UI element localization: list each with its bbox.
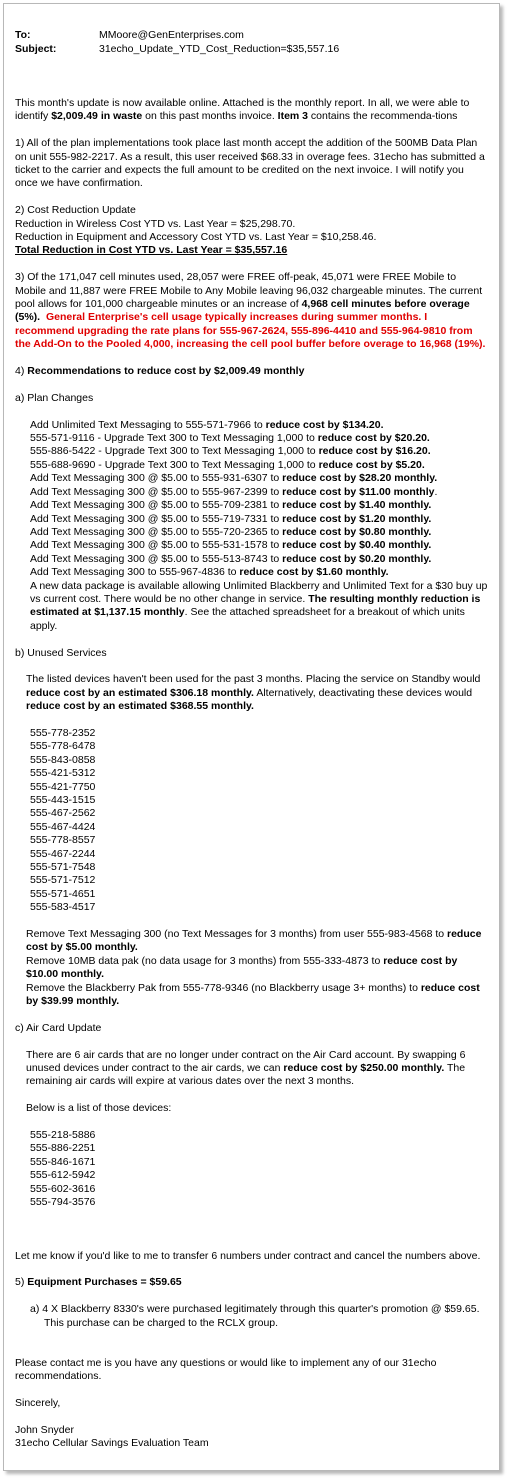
phone-number-item: 555-218-5886 (30, 1129, 96, 1142)
plan-change-item: Add Unlimited Text Messaging to 555-571-7966 to reduce cost by $134.20. (30, 418, 384, 431)
phone-number-item: 555-421-7750 (30, 780, 96, 793)
subject-row (15, 43, 489, 57)
signer-team: 31echo Cellular Savings Evaluation Team (15, 1437, 209, 1450)
air-card-numbers-list (15, 1129, 489, 1209)
intro-paragraph: This month's update is now available online. Attached is the monthly report. In all, we were able to identify $2,009.49 in waste on this past months invoice. Item 3 contains the recommenda-tions (15, 97, 470, 123)
plan-change-item: Add Text Messaging 300 @ $5.00 to 555-709-2381 to reduce cost by $1.40 monthly. (30, 499, 432, 512)
phone-number-item: 555-843-0858 (30, 753, 96, 766)
plan-change-item: Add Text Messaging 300 @ $5.00 to 555-531-1578 to reduce cost by $0.40 monthly. (30, 539, 432, 552)
to-label: To: (15, 29, 31, 41)
plan-change-item: Add Text Messaging 300 to 555-967-4836 to reduce cost by $1.60 monthly. (30, 566, 389, 579)
total-reduction: Total Reduction in Cost YTD vs. Last Year = $35,557.16 (15, 244, 288, 257)
phone-number-item: 555-467-2562 (30, 807, 96, 820)
subject-value: 31echo_Update_YTD_Cost_Reduction=$35,557.16 (99, 43, 340, 55)
phone-number-item: 555-443-1515 (30, 793, 96, 806)
email-body (15, 29, 489, 1451)
subject-label: Subject: (15, 43, 57, 55)
plan-change-item: 555-688-9690 - Upgrade Text 300 to Text Messaging 1,000 to reduce cost by $5.20. (30, 458, 425, 471)
air-card-paragraph: There are 6 air cards that are no longer under contract on the Air Card account. By swapping 6 unused devices under contract to the air cards, we can reduce cost by $250.00 monthly. The remaining air cards will expire at various dates over the next 3 months. (26, 1048, 466, 1088)
remove-data-item: Remove 10MB data pak (no data usage for 3 months) from 555-333-4873 to reduce cost by $10.00 monthly. (26, 954, 458, 981)
contact-paragraph: Please contact me is you have any questions or would like to implement any of our 31echo recommendations. (15, 1356, 437, 1383)
plan-changes-list (15, 419, 489, 580)
phone-number-item: 555-778-6478 (30, 740, 96, 753)
section-1-paragraph: 1) All of the plan implementations took place last month accept the addition of the 500MB Data Plan on unit 555-982-2217. As a result, this user received $68.33 in overage fees. 31echo has submitted a ticket to the carrier and expects the full amount to be credited on the next invoice. I will notify you once we have confirmation. (15, 137, 485, 190)
plan-change-item: Add Text Messaging 300 @ $5.00 to 555-967-2399 to reduce cost by $11.00 monthly. (30, 485, 438, 498)
wireless-reduction: Reduction in Wireless Cost YTD vs. Last Year = $25,298.70. (15, 217, 296, 230)
recommendation-highlight: General Enterprise's cell usage typically increases during summer months. I recommend upgrading the rate plans for 555-967-2624, 555-896-4410 and 555-964-9810 from the Add-On to the Pooled 4,000, increasing the cell pool buffer before overage to 16,968 (19%). (15, 311, 486, 351)
phone-number-item: 555-571-4651 (30, 887, 96, 900)
section-4-heading: 4) Recommendations to reduce cost by $2,009.49 monthly (15, 365, 305, 378)
equipment-reduction: Reduction in Equipment and Accessory Cost YTD vs. Last Year = $10,258.46. (15, 231, 377, 244)
section-3-paragraph: 3) Of the 171,047 cell minutes used, 28,057 were FREE off-peak, 45,071 were FREE Mobile to Mobile and 11,887 were FREE Mobile to Any Mobile leaving 96,032 chargeable minutes. The current pool allows for 101,000 chargeable minutes or an increase of 4,968 cell minutes before overage (5%). General Enterprise's cell usage typically increases during summer months. I recommend upgrading the rate plans for 555-967-2624, 555-896-4410 and 555-964-9810 from the Add-On to the Pooled 4,000, increasing the cell pool buffer before overage to 16,968 (19%). (15, 271, 486, 351)
plan-change-item: Add Text Messaging 300 @ $5.00 to 555-720-2365 to reduce cost by $0.80 monthly. (30, 525, 432, 538)
phone-number-item: 555-778-8557 (30, 834, 96, 847)
to-address[interactable]: MMoore@GenEnterprises.com (99, 29, 244, 41)
remove-text-item: Remove Text Messaging 300 (no Text Messages for 3 months) from user 555-983-4568 to reduce cost by $5.00 monthly. (26, 928, 482, 954)
phone-number-item: 555-583-4517 (30, 901, 96, 914)
phone-number-item: 555-846-1671 (30, 1155, 96, 1168)
unused-numbers-list (15, 727, 489, 915)
remove-blackberry-item: Remove the Blackberry Pak from 555-778-9346 (no Blackberry usage 3+ months) to reduce cost by $39.99 monthly. (26, 981, 480, 1008)
section-5-heading: 5) Equipment Purchases = $59.65 (15, 1276, 182, 1289)
phone-number-item: 555-467-4424 (30, 820, 96, 833)
closing: Sincerely, (15, 1396, 61, 1409)
phone-number-item: 555-778-2352 (30, 726, 96, 739)
unused-services-paragraph: The listed devices haven't been used for the past 3 months. Placing the service on Standby would reduce cost by an estimated $306.18 monthly. Alternatively, deactivating these devices would reduce cost by an estimated $368.55 monthly. (26, 673, 481, 713)
phone-number-item: 555-571-7548 (30, 861, 96, 874)
plan-change-item: 555-571-9116 - Upgrade Text 300 to Text Messaging 1,000 to reduce cost by $20.20. (30, 432, 430, 445)
air-card-title: c) Air Card Update (15, 1021, 102, 1034)
equipment-item: a) 4 X Blackberry 8330's were purchased legitimately through this quarter's promotion @ $59.65. This purchase can be charged to the RCLX group. (30, 1303, 480, 1329)
phone-number-item: 555-612-5942 (30, 1169, 96, 1182)
phone-number-item: 555-571-7512 (30, 874, 96, 887)
transfer-paragraph: Let me know if you'd like to me to transfer 6 numbers under contract and cancel the numbers above. (15, 1249, 481, 1262)
plan-change-item: Add Text Messaging 300 @ $5.00 to 555-513-8743 to reduce cost by $0.20 monthly. (30, 552, 432, 565)
plan-change-item: Add Text Messaging 300 @ $5.00 to 555-931-6307 to reduce cost by $28.20 monthly. (30, 472, 438, 485)
data-package-paragraph: A new data package is available allowing Unlimited Blackberry and Unlimited Text for a $30 buy up vs current cost. There would be no other change in service. The resulting monthly reduction is estimated at $1,137.15 monthly. See the attached spreadsheet for a breakout of which units apply. (30, 579, 488, 632)
phone-number-item: 555-421-5312 (30, 767, 96, 780)
phone-number-item: 555-886-2251 (30, 1142, 96, 1155)
unused-services-title: b) Unused Services (15, 646, 107, 659)
email-document (3, 3, 500, 1471)
air-card-list-label: Below is a list of those devices: (26, 1102, 172, 1115)
phone-number-item: 555-794-3576 (30, 1196, 96, 1209)
phone-number-item: 555-467-2244 (30, 847, 96, 860)
section-2-title: 2) Cost Reduction Update (15, 204, 136, 217)
to-row (15, 29, 489, 43)
signer-name: John Snyder (15, 1423, 74, 1436)
plan-change-item: Add Text Messaging 300 @ $5.00 to 555-719-7331 to reduce cost by $1.20 monthly. (30, 512, 432, 525)
phone-number-item: 555-602-3616 (30, 1182, 96, 1195)
plan-change-item: 555-886-5422 - Upgrade Text 300 to Text Messaging 1,000 to reduce cost by $16.20. (30, 445, 431, 458)
plan-changes-title: a) Plan Changes (15, 391, 94, 404)
